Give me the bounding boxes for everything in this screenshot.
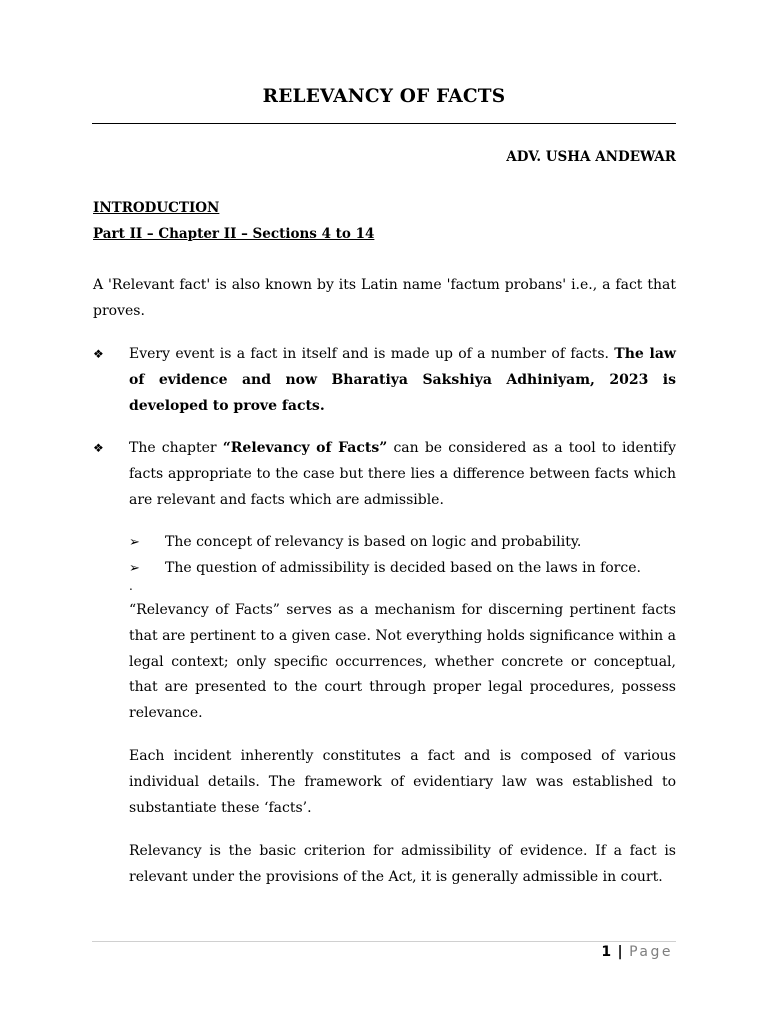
body-paragraph-2: Each incident inherently constitutes a fact and is composed of various individual details. The framework of evidentiary law was established to substantiate these ‘facts’. (129, 748, 676, 816)
arrow-bullet-icon: ➢ (129, 561, 140, 576)
bullet-2-text-after: can be considered as a tool to identify facts appropriate to the case but there lies a difference between facts which are relevant and facts which are admissible. (129, 440, 676, 508)
body-paragraph-1: “Relevancy of Facts” serves as a mechanism for discerning pertinent facts that are pertinent to a given case. Not everything holds significance within a legal context; only specific occurrences, whether concrete or conceptual, that are presented to the court through proper legal procedures, possess relevance. (129, 602, 676, 722)
document-title: RELEVANCY OF FACTS (262, 86, 506, 107)
title-divider (92, 123, 676, 124)
bullet-1-text: Every event is a fact in itself and is made up of a number of facts. (129, 346, 615, 362)
diamond-bullet-icon: ❖ (93, 441, 104, 455)
part-chapter-heading: Part II – Chapter II – Sections 4 to 14 (93, 226, 375, 242)
footer-separator: | (617, 944, 623, 960)
page-number: 1 (601, 944, 612, 960)
bullet-1-bold-text: The law of evidence and now Bharatiya Sakshiya Adhiniyam, 2023 is developed to prove facts. (129, 346, 676, 414)
arrow-bullet-icon: ➢ (129, 535, 140, 550)
footer-divider (92, 941, 676, 942)
intro-paragraph: A 'Relevant fact' is also known by its Latin name 'factum probans' i.e., a fact that proves. (93, 277, 676, 319)
diamond-bullet-icon: ❖ (93, 347, 104, 361)
bullet-2-text: The chapter (129, 440, 223, 456)
bullet-paragraph-1 (129, 342, 676, 419)
page-label: Page (629, 944, 673, 960)
bullet-paragraph-2 (129, 436, 676, 513)
sub-bullet-1: The concept of relevancy is based on logic and probability. (165, 534, 582, 550)
introduction-heading: INTRODUCTION (93, 200, 220, 216)
bullet-2-bold-text: “Relevancy of Facts” (222, 440, 388, 456)
page-footer (601, 944, 673, 960)
sub-bullet-2: The question of admissibility is decided based on the laws in force. (165, 560, 641, 576)
stray-dot: . (129, 579, 133, 593)
body-paragraph-3: Relevancy is the basic criterion for admissibility of evidence. If a fact is relevant under the provisions of the Act, it is generally admissible in court. (129, 843, 676, 885)
author-name: ADV. USHA ANDEWAR (506, 149, 676, 165)
